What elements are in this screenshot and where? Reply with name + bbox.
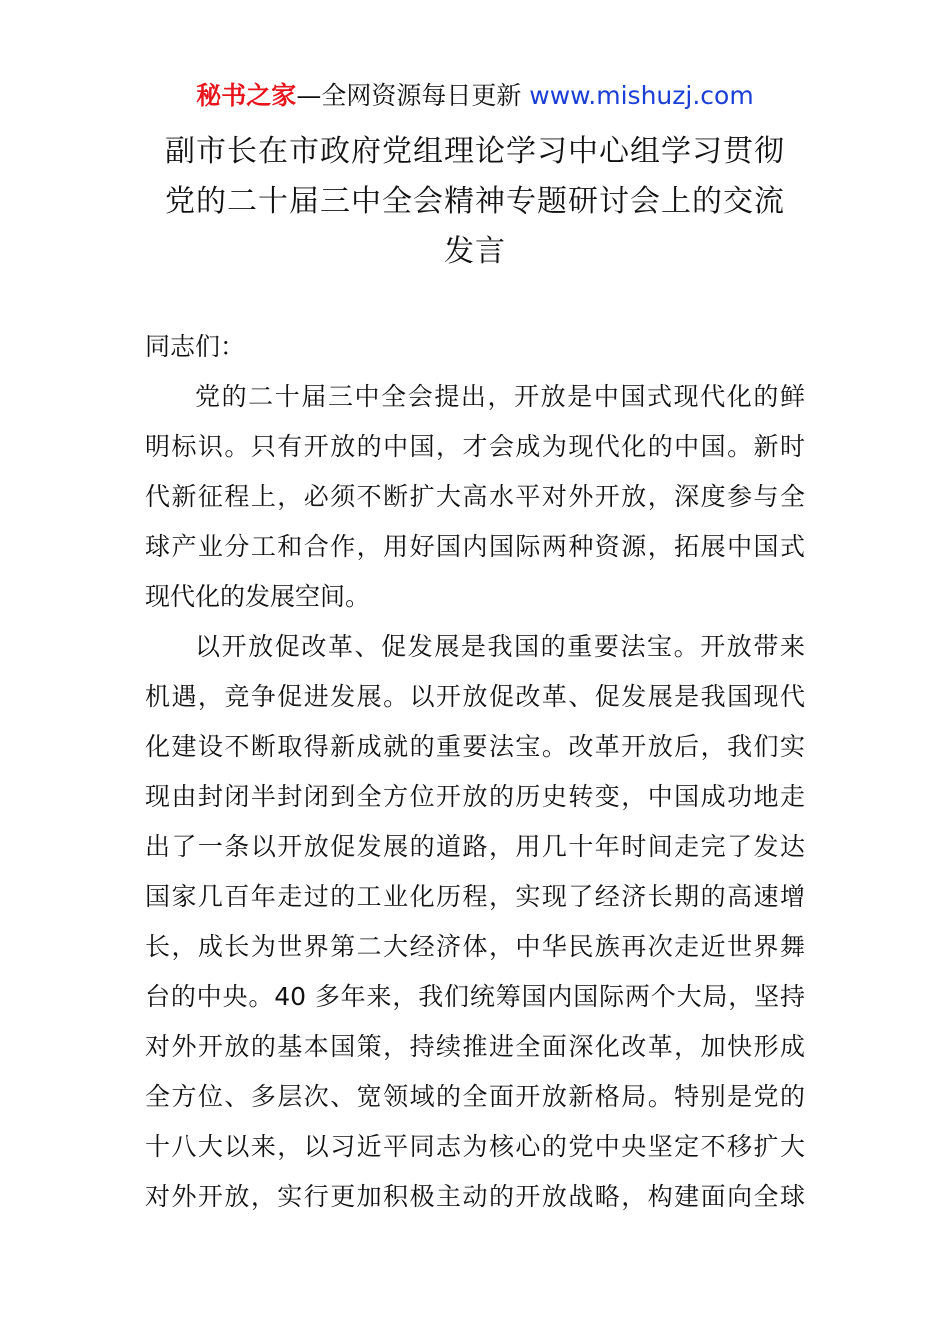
text-line: 化建设不断取得新成就的重要法宝。改革开放后，我们实 [145,732,805,761]
site-header [0,78,950,114]
title-line: 党的二十届三中全会精神专题研讨会上的交流 [165,184,785,219]
text-line: 党的二十届三中全会提出，开放是中国式现代化的鲜 [195,382,805,411]
text-line: 以开放促改革、促发展是我国的重要法宝。开放带来 [195,632,805,661]
text-line: 台的中央。40 多年来，我们统筹国内国际两个大局，坚持 [145,982,805,1011]
text-line: 现代化的发展空间。 [145,582,371,611]
text-line: 对外开放的基本国策，持续推进全面深化改革，加快形成 [145,1032,805,1061]
text-line: 现由封闭半封闭到全方位开放的历史转变，中国成功地走 [145,782,805,811]
text-line: 出了一条以开放促发展的道路，用几十年时间走完了发达 [145,832,805,861]
text-line: 国家几百年走过的工业化历程，实现了经济长期的高速增 [145,882,805,911]
text-line: 长，成长为世界第二大经济体，中华民族再次走近世界舞 [145,932,805,961]
title-line: 副市长在市政府党组理论学习中心组学习贯彻 [165,134,785,169]
header-tagline: —全网资源每日更新 [296,81,530,110]
text-line: 代新征程上，必须不断扩大高水平对外开放，深度参与全 [145,482,805,511]
site-url-link[interactable]: www.mishuzj.com [529,81,754,110]
salutation: 同志们： [145,332,246,361]
brand-name: 秘书之家 [196,81,297,110]
text-line: 明标识。只有开放的中国，才会成为现代化的中国。新时 [145,432,805,461]
paragraph-1 [145,372,805,622]
document-title [145,127,805,277]
title-line: 发言 [444,234,506,269]
text-line: 机遇，竞争促进发展。以开放促改革、促发展是我国现代 [145,682,805,711]
document-body [145,322,805,1222]
text-line: 球产业分工和合作，用好国内国际两种资源，拓展中国式 [145,532,805,561]
text-line: 对外开放，实行更加积极主动的开放战略，构建面向全球 [145,1182,805,1211]
text-line: 十八大以来，以习近平同志为核心的党中央坚定不移扩大 [145,1132,805,1161]
paragraph-2 [145,622,805,1222]
text-line: 全方位、多层次、宽领域的全面开放新格局。特别是党的 [145,1082,805,1111]
